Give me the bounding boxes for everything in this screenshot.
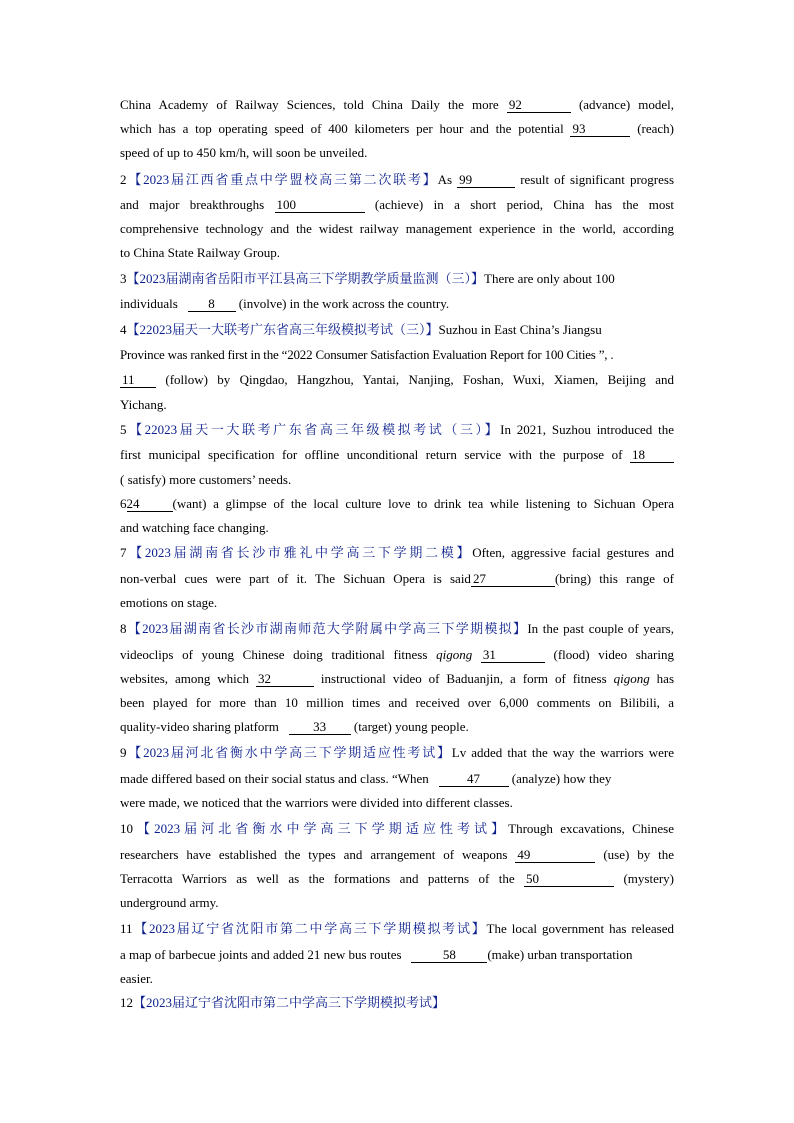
question-source: 12【2023届辽宁省沈阳市第二中学高三下学期模拟考试】 [120,995,446,1010]
question-11: 11【2023届辽宁省沈阳市第二中学高三下学期模拟考试】The local government has released [120,921,674,936]
question-8: 8【2023届湖南省长沙市湖南师范大学附属中学高三下学期模拟】In the past couple of years, [120,621,674,636]
question-5: 5【22023届天一大联考广东省高三年级模拟考试（三）】In 2021, Suzhou introduced the [120,422,674,437]
question-4: 4【22023届天一大联考广东省高三年级模拟考试（三）】Suzhou in East China’s Jiangsu [120,322,602,337]
text-line: were made, we noticed that the warriors were divided into different classes. [120,795,513,810]
text-line: which has a top operating speed of 400 kilometers per hour and the potential 93 (reach) [120,121,674,136]
text-line: been played for more than 10 million times and received over 6,000 comments on Bilibili, a [120,695,674,710]
text-line: videoclips of young Chinese doing traditional fitness qigong 31 (flood) video sharing [120,647,675,662]
question-7: 7【2023届湖南省长沙市雅礼中学高三下学期二模】Often, aggressive facial gestures and [120,545,674,560]
text-line: Yichang. [120,397,167,412]
answer-blank: 33 [289,720,351,735]
question-source: 2【2023届江西省重点中学盟校高三第二次联考】 [120,172,438,187]
answer-blank: 92 [507,98,571,113]
question-source: 4【22023届天一大联考广东省高三年级模拟考试（三）】 [120,322,439,337]
answer-blank: 50 [524,872,614,887]
text-line: made differed based on their social status and class. “When 47 (analyze) how they [120,771,612,786]
question-source: 8【2023届湖南省长沙市湖南师范大学附属中学高三下学期模拟】 [120,621,528,636]
text-line: first municipal specification for offline unconditional return service with the purpose of 18 [120,446,674,463]
answer-blank: 99 [457,173,515,188]
answer-blank: 47 [439,772,509,787]
text-line: 11 (follow) by Qingdao, Hangzhou, Yantai, Nanjing, Foshan, Wuxi, Xiamen, Beijing and [122,372,675,387]
text-line: researchers have established the types and arrangement of weapons 49 (use) by the [120,847,675,862]
question-10: 10【2023届河北省衡水中学高三下学期适应性考试】Through excavations, Chinese [120,821,674,836]
text-line: underground army. [120,895,219,910]
text-line: emotions on stage. [120,595,218,610]
question-12 [120,994,674,1011]
text-line: and major breakthroughs 100 (achieve) in a short period, China has the most [120,197,674,212]
question-source: 3【2023届湖南省岳阳市平江县高三下学期教学质量监测（三）】 [120,271,485,286]
text-line: ( satisfy) more customers’ needs. [120,472,292,487]
text-line: speed of up to 450 km/h, will soon be unveiled. [120,145,368,160]
answer-blank: 93 [570,122,630,137]
question-source: 5【22023届天一大联考广东省高三年级模拟考试（三）】 [120,422,501,437]
answer-blank: 27 [471,572,555,587]
answer-blank: 49 [515,848,595,863]
text-line: and watching face changing. [120,520,269,535]
text-line: easier. [120,971,153,986]
text-line: China Academy of Railway Sciences, told China Daily the more 92 (advance) model, [120,97,675,112]
question-source: 9【2023届河北省衡水中学高三下学期适应性考试】 [120,745,452,760]
text-line: quality-video sharing platform 33 (target) young people. [120,719,469,734]
question-6: 624 (want) a glimpse of the local culture love to drink tea while listening to Sichuan Opera [120,496,674,511]
text-line: Terracotta Warriors as well as the formations and patterns of the 50 (mystery) [120,871,675,886]
text-line: individuals 8 (involve) in the work across the country. [120,296,450,311]
question-source: 7【2023届湖南省长沙市雅礼中学高三下学期二模】 [120,545,473,560]
text-line: Province was ranked first in the “2022 Consumer Satisfaction Evaluation Report for 100 Cities ”, . [120,347,614,362]
question-3: 3【2023届湖南省岳阳市平江县高三下学期教学质量监测（三）】There are only about 100 [120,271,615,286]
answer-blank: 8 [188,297,236,312]
question-9: 9【2023届河北省衡水中学高三下学期适应性考试】Lv added that the way the warriors were [120,745,674,760]
text-line: websites, among which 32 instructional video of Baduanjin, a form of fitness qigong has [120,671,675,686]
text-line: non-verbal cues were part of it. The Sichuan Opera is said 27 (bring) this range of [120,571,674,586]
question-source: 11【2023届辽宁省沈阳市第二中学高三下学期模拟考试】 [120,921,487,936]
answer-blank: 11 [120,373,156,388]
answer-blank: 31 [481,648,545,663]
question-2: 2【2023届江西省重点中学盟校高三第二次联考】As 99 result of significant progress [120,172,675,187]
answer-blank: 18 [630,448,674,463]
text-line: comprehensive technology and the widest railway management experience in the world, according [120,221,674,236]
answer-blank: 24 [127,497,173,512]
answer-blank: 58 [411,948,487,963]
answer-blank: 32 [256,672,314,687]
text-line: a map of barbecue joints and added 21 new bus routes 58 (make) urban transportation [120,947,633,962]
question-source: 10【2023届河北省衡水中学高三下学期适应性考试】 [120,821,509,836]
answer-blank: 100 [275,198,365,213]
text-line: to China State Railway Group. [120,245,280,260]
